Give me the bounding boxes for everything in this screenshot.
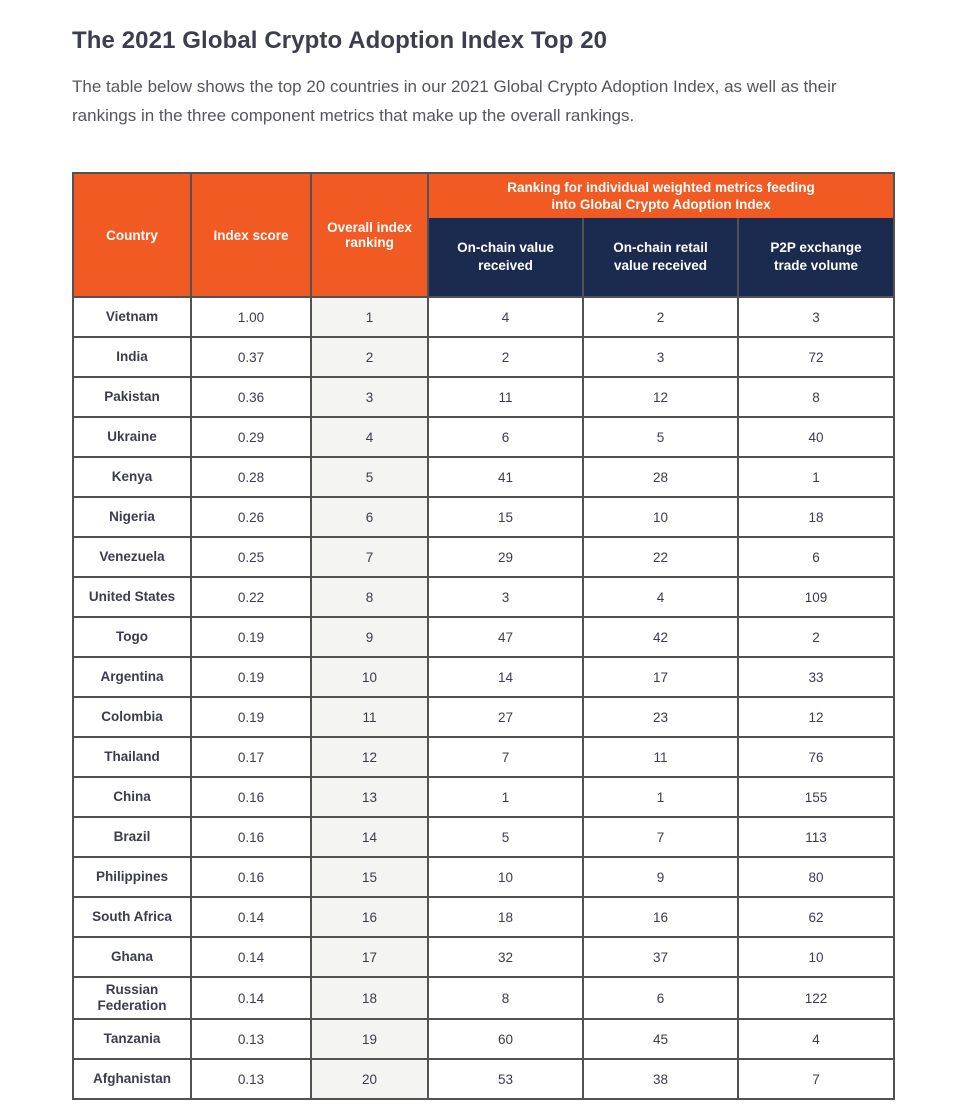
on-chain-value-received-cell: 8 xyxy=(428,977,583,1019)
on-chain-retail-value-received-cell: 1 xyxy=(583,777,738,817)
overall-index-ranking-cell: 17 xyxy=(311,937,428,977)
table-body xyxy=(73,297,894,1099)
overall-index-ranking-cell: 12 xyxy=(311,737,428,777)
on-chain-value-received-cell: 14 xyxy=(428,657,583,697)
crypto-adoption-table xyxy=(72,172,895,1100)
table-row xyxy=(73,417,894,457)
on-chain-value-received-cell: 18 xyxy=(428,897,583,937)
on-chain-value-received-cell: 60 xyxy=(428,1019,583,1059)
overall-index-ranking-cell: 7 xyxy=(311,537,428,577)
on-chain-retail-value-received-cell: 9 xyxy=(583,857,738,897)
overall-index-ranking-cell: 6 xyxy=(311,497,428,537)
table-row xyxy=(73,817,894,857)
index-score-cell: 0.37 xyxy=(191,337,311,377)
index-score-cell: 0.13 xyxy=(191,1059,311,1099)
on-chain-value-received-cell: 3 xyxy=(428,577,583,617)
p2p-exchange-trade-volume-cell: 72 xyxy=(738,337,894,377)
p2p-exchange-trade-volume-cell: 2 xyxy=(738,617,894,657)
index-score-cell: 0.28 xyxy=(191,457,311,497)
index-score-cell: 0.17 xyxy=(191,737,311,777)
header-metrics-group-line1: Ranking for individual weighted metrics feeding xyxy=(507,180,815,195)
on-chain-retail-value-received-cell: 16 xyxy=(583,897,738,937)
on-chain-value-received-cell: 1 xyxy=(428,777,583,817)
table-row xyxy=(73,377,894,417)
p2p-exchange-trade-volume-cell: 6 xyxy=(738,537,894,577)
on-chain-value-received-cell: 29 xyxy=(428,537,583,577)
index-score-cell: 0.29 xyxy=(191,417,311,457)
p2p-exchange-trade-volume-cell: 10 xyxy=(738,937,894,977)
p2p-exchange-trade-volume-cell: 4 xyxy=(738,1019,894,1059)
index-score-cell: 0.16 xyxy=(191,777,311,817)
country-cell: Thailand xyxy=(73,737,191,777)
table-row xyxy=(73,537,894,577)
p2p-exchange-trade-volume-cell: 109 xyxy=(738,577,894,617)
index-score-cell: 0.25 xyxy=(191,537,311,577)
country-cell: Tanzania xyxy=(73,1019,191,1059)
on-chain-value-received-cell: 15 xyxy=(428,497,583,537)
on-chain-value-received-cell: 4 xyxy=(428,297,583,337)
country-cell: Philippines xyxy=(73,857,191,897)
country-cell: Pakistan xyxy=(73,377,191,417)
overall-index-ranking-cell: 10 xyxy=(311,657,428,697)
p2p-exchange-trade-volume-cell: 155 xyxy=(738,777,894,817)
country-cell: Ukraine xyxy=(73,417,191,457)
p2p-exchange-trade-volume-cell: 76 xyxy=(738,737,894,777)
table-row xyxy=(73,937,894,977)
index-score-cell: 0.14 xyxy=(191,977,311,1019)
p2p-exchange-trade-volume-cell: 33 xyxy=(738,657,894,697)
country-cell: Russian Federation xyxy=(73,977,191,1019)
table-row xyxy=(73,857,894,897)
on-chain-value-received-cell: 47 xyxy=(428,617,583,657)
header-overall-index-ranking: Overall index ranking xyxy=(311,173,428,297)
on-chain-retail-value-received-cell: 38 xyxy=(583,1059,738,1099)
overall-index-ranking-cell: 2 xyxy=(311,337,428,377)
on-chain-value-received-cell: 2 xyxy=(428,337,583,377)
p2p-exchange-trade-volume-cell: 8 xyxy=(738,377,894,417)
index-score-cell: 0.14 xyxy=(191,897,311,937)
country-cell: China xyxy=(73,777,191,817)
overall-index-ranking-cell: 16 xyxy=(311,897,428,937)
on-chain-retail-value-received-cell: 23 xyxy=(583,697,738,737)
on-chain-retail-value-received-cell: 22 xyxy=(583,537,738,577)
on-chain-value-received-cell: 7 xyxy=(428,737,583,777)
on-chain-retail-value-received-cell: 7 xyxy=(583,817,738,857)
table-row xyxy=(73,897,894,937)
index-score-cell: 1.00 xyxy=(191,297,311,337)
on-chain-value-received-cell: 5 xyxy=(428,817,583,857)
index-score-cell: 0.26 xyxy=(191,497,311,537)
p2p-exchange-trade-volume-cell: 18 xyxy=(738,497,894,537)
overall-index-ranking-cell: 9 xyxy=(311,617,428,657)
table-header xyxy=(73,173,894,297)
on-chain-retail-value-received-cell: 28 xyxy=(583,457,738,497)
country-cell: India xyxy=(73,337,191,377)
p2p-exchange-trade-volume-cell: 12 xyxy=(738,697,894,737)
overall-index-ranking-cell: 4 xyxy=(311,417,428,457)
on-chain-value-received-cell: 41 xyxy=(428,457,583,497)
table-row xyxy=(73,297,894,337)
overall-index-ranking-cell: 18 xyxy=(311,977,428,1019)
p2p-exchange-trade-volume-cell: 62 xyxy=(738,897,894,937)
overall-index-ranking-cell: 5 xyxy=(311,457,428,497)
table-row xyxy=(73,977,894,1019)
p2p-exchange-trade-volume-cell: 122 xyxy=(738,977,894,1019)
country-cell: Argentina xyxy=(73,657,191,697)
header-p2p-exchange-trade-volume: P2P exchange trade volume xyxy=(738,218,894,297)
index-score-cell: 0.16 xyxy=(191,857,311,897)
on-chain-retail-value-received-cell: 12 xyxy=(583,377,738,417)
country-cell: Afghanistan xyxy=(73,1059,191,1099)
overall-index-ranking-cell: 19 xyxy=(311,1019,428,1059)
table-row xyxy=(73,1019,894,1059)
p2p-exchange-trade-volume-cell: 40 xyxy=(738,417,894,457)
overall-index-ranking-cell: 20 xyxy=(311,1059,428,1099)
overall-index-ranking-cell: 8 xyxy=(311,577,428,617)
country-cell: Venezuela xyxy=(73,537,191,577)
table-row xyxy=(73,657,894,697)
p2p-exchange-trade-volume-cell: 113 xyxy=(738,817,894,857)
country-cell: Ghana xyxy=(73,937,191,977)
index-score-cell: 0.22 xyxy=(191,577,311,617)
index-score-cell: 0.36 xyxy=(191,377,311,417)
index-score-cell: 0.13 xyxy=(191,1019,311,1059)
on-chain-value-received-cell: 6 xyxy=(428,417,583,457)
on-chain-value-received-cell: 32 xyxy=(428,937,583,977)
header-country: Country xyxy=(73,173,191,297)
on-chain-retail-value-received-cell: 4 xyxy=(583,577,738,617)
overall-index-ranking-cell: 11 xyxy=(311,697,428,737)
overall-index-ranking-cell: 14 xyxy=(311,817,428,857)
index-score-cell: 0.14 xyxy=(191,937,311,977)
intro-paragraph: The table below shows the top 20 countries in our 2021 Global Crypto Adoption Index, as well as their rankings in the three component metrics that make up the overall rankings. xyxy=(72,77,837,125)
table-row xyxy=(73,737,894,777)
table-row xyxy=(73,777,894,817)
country-cell: Colombia xyxy=(73,697,191,737)
table-row xyxy=(73,617,894,657)
country-cell: United States xyxy=(73,577,191,617)
on-chain-retail-value-received-cell: 11 xyxy=(583,737,738,777)
country-cell: Vietnam xyxy=(73,297,191,337)
p2p-exchange-trade-volume-cell: 7 xyxy=(738,1059,894,1099)
table-row xyxy=(73,1059,894,1099)
table-row xyxy=(73,457,894,497)
country-cell: Togo xyxy=(73,617,191,657)
index-score-cell: 0.16 xyxy=(191,817,311,857)
table-row xyxy=(73,337,894,377)
index-score-cell: 0.19 xyxy=(191,697,311,737)
p2p-exchange-trade-volume-cell: 3 xyxy=(738,297,894,337)
header-metrics-group-line2: into Global Crypto Adoption Index xyxy=(551,197,771,212)
on-chain-retail-value-received-cell: 45 xyxy=(583,1019,738,1059)
p2p-exchange-trade-volume-cell: 80 xyxy=(738,857,894,897)
table-row xyxy=(73,497,894,537)
on-chain-retail-value-received-cell: 3 xyxy=(583,337,738,377)
on-chain-value-received-cell: 27 xyxy=(428,697,583,737)
index-score-cell: 0.19 xyxy=(191,617,311,657)
table-row xyxy=(73,577,894,617)
table-row xyxy=(73,697,894,737)
overall-index-ranking-cell: 1 xyxy=(311,297,428,337)
overall-index-ranking-cell: 15 xyxy=(311,857,428,897)
on-chain-retail-value-received-cell: 2 xyxy=(583,297,738,337)
on-chain-retail-value-received-cell: 6 xyxy=(583,977,738,1019)
on-chain-value-received-cell: 53 xyxy=(428,1059,583,1099)
on-chain-retail-value-received-cell: 37 xyxy=(583,937,738,977)
on-chain-value-received-cell: 11 xyxy=(428,377,583,417)
header-metrics-group xyxy=(428,173,894,218)
on-chain-value-received-cell: 10 xyxy=(428,857,583,897)
header-index-score: Index score xyxy=(191,173,311,297)
country-cell: Nigeria xyxy=(73,497,191,537)
p2p-exchange-trade-volume-cell: 1 xyxy=(738,457,894,497)
header-on-chain-value-received: On-chain value received xyxy=(428,218,583,297)
on-chain-retail-value-received-cell: 17 xyxy=(583,657,738,697)
on-chain-retail-value-received-cell: 5 xyxy=(583,417,738,457)
country-cell: South Africa xyxy=(73,897,191,937)
country-cell: Brazil xyxy=(73,817,191,857)
overall-index-ranking-cell: 3 xyxy=(311,377,428,417)
page-title: The 2021 Global Crypto Adoption Index Top 20 xyxy=(72,27,608,54)
on-chain-retail-value-received-cell: 10 xyxy=(583,497,738,537)
index-score-cell: 0.19 xyxy=(191,657,311,697)
overall-index-ranking-cell: 13 xyxy=(311,777,428,817)
on-chain-retail-value-received-cell: 42 xyxy=(583,617,738,657)
header-on-chain-retail-value-received: On-chain retail value received xyxy=(583,218,738,297)
country-cell: Kenya xyxy=(73,457,191,497)
